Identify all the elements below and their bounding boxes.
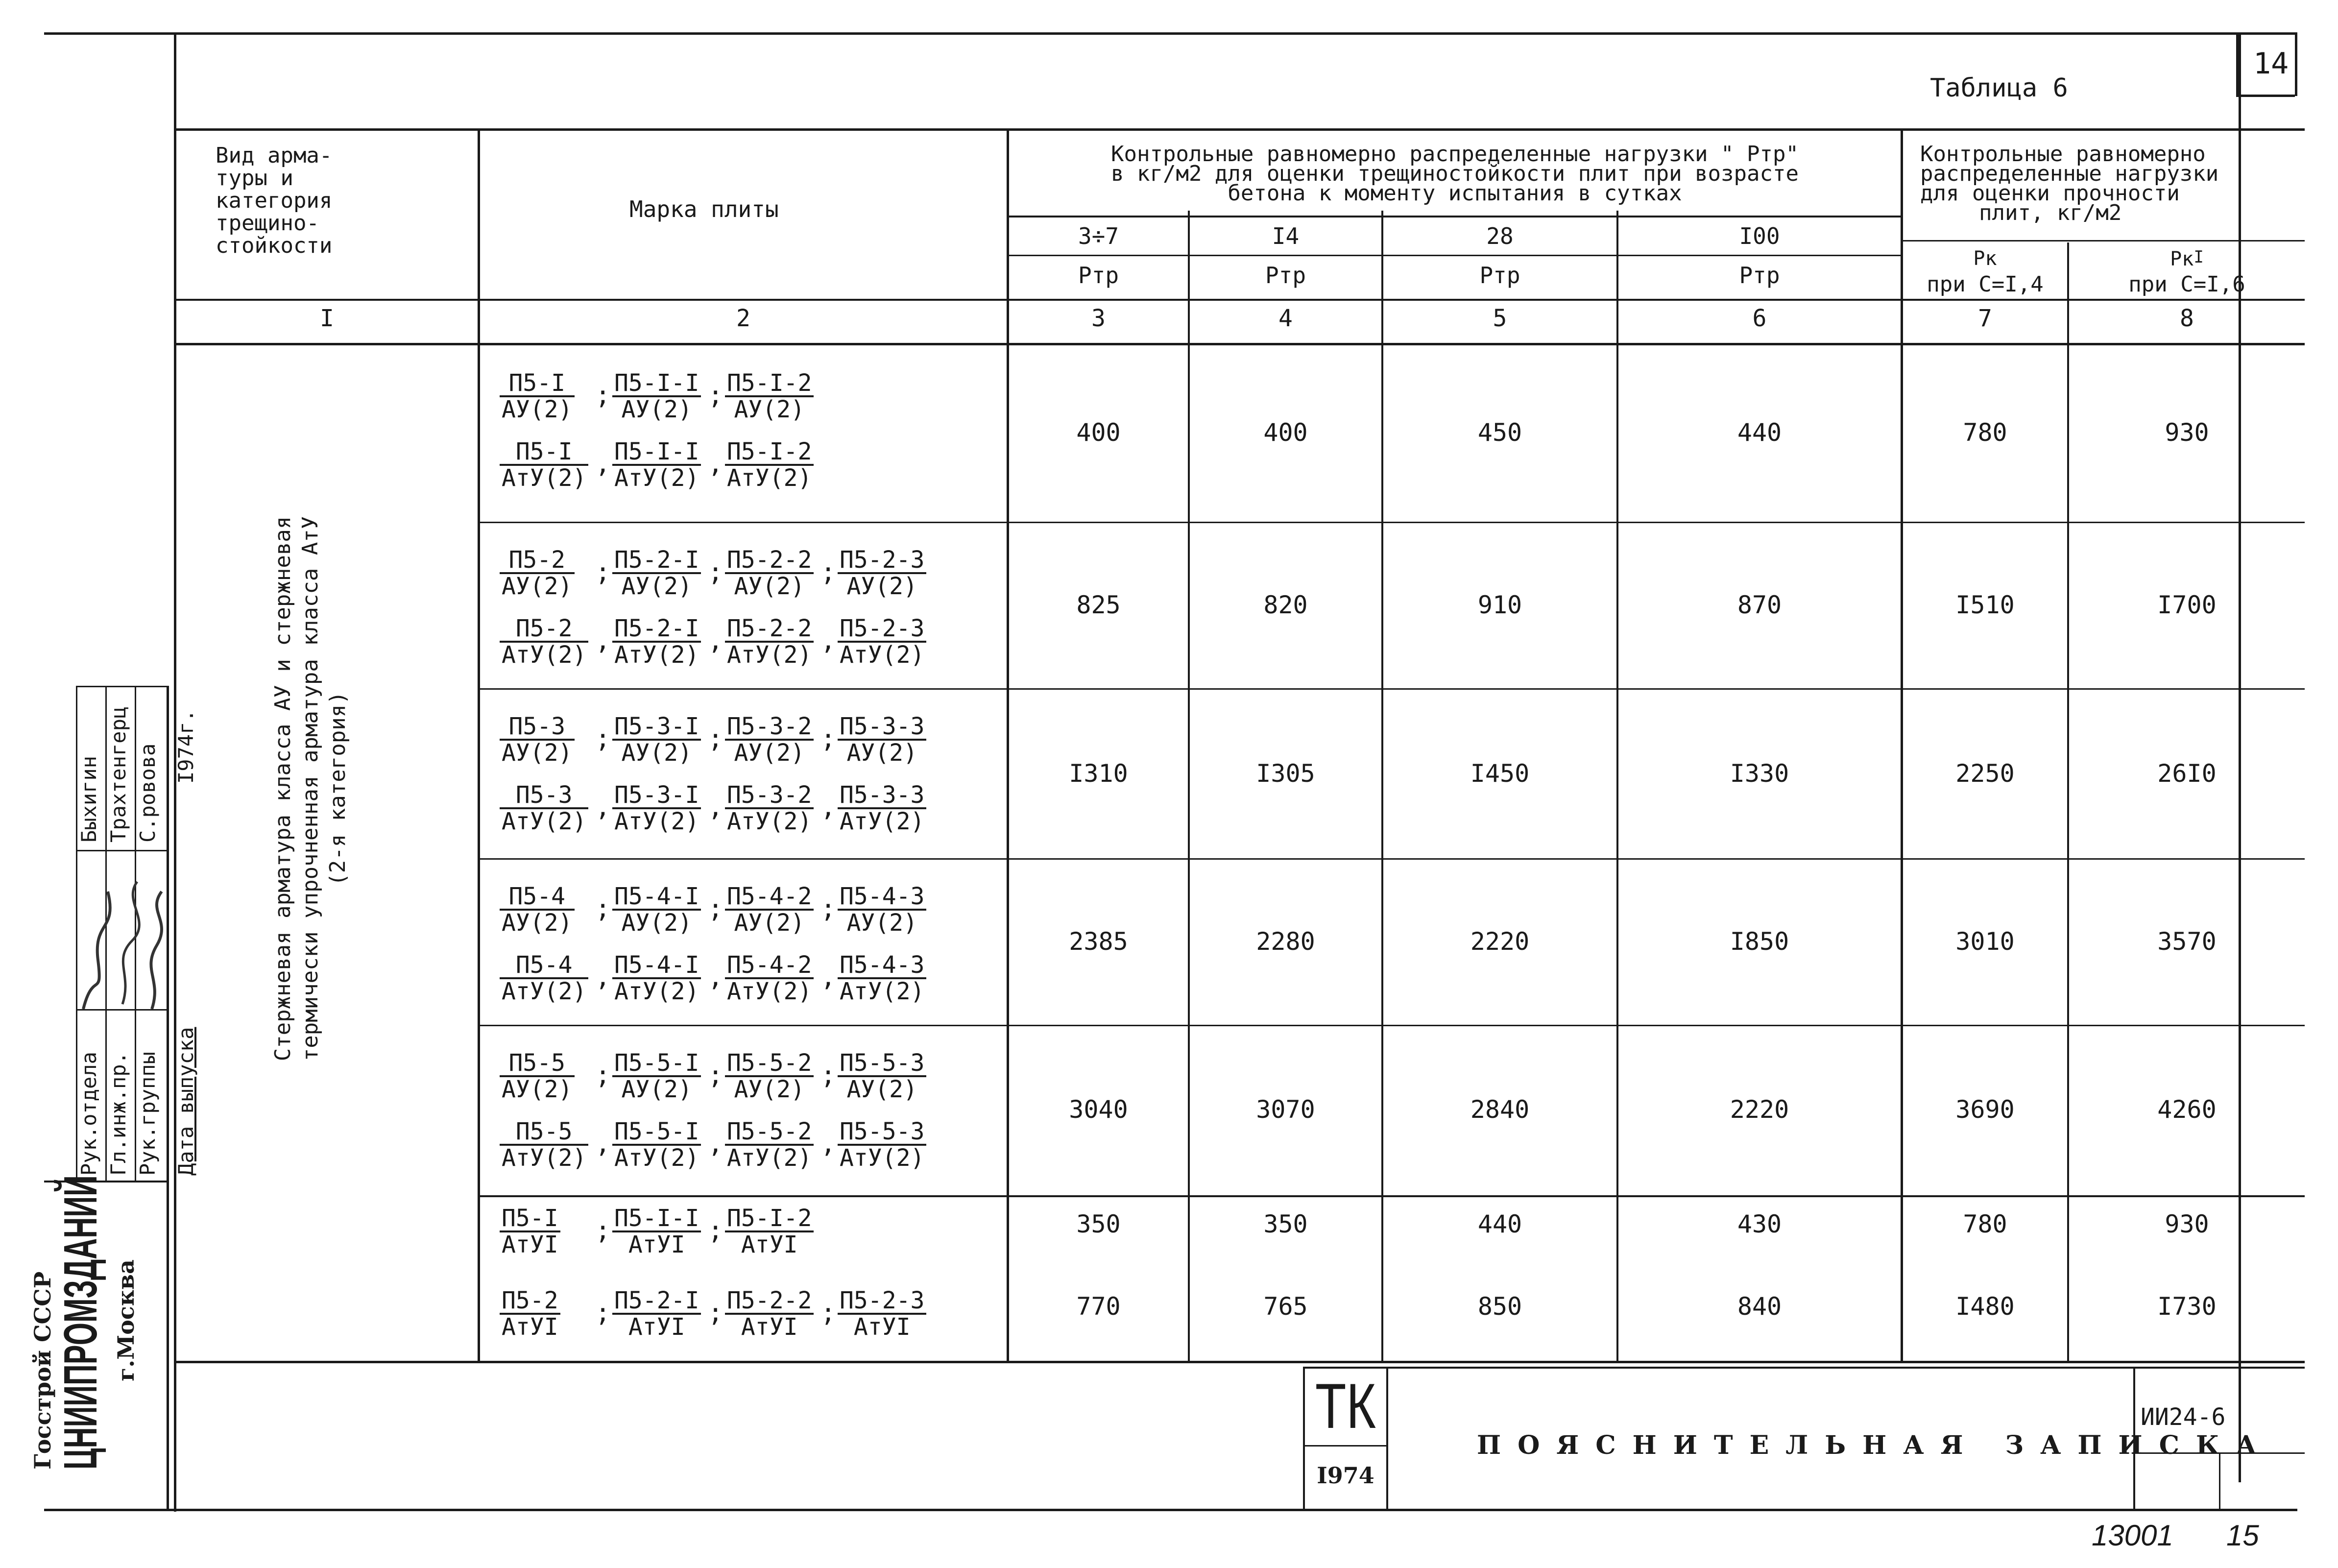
plate-mark	[500, 439, 588, 490]
plate-mark	[838, 783, 926, 834]
plate-mark	[500, 953, 588, 1004]
load-value: 765	[1263, 1292, 1308, 1321]
footer-handwritten: 13001	[2092, 1519, 2173, 1552]
load-value: 3040	[1069, 1095, 1128, 1124]
plate-mark-numerator: П5-3-3	[838, 783, 926, 809]
load-value: I850	[1730, 927, 1789, 956]
col-number: 6	[1752, 305, 1767, 332]
plate-mark-denominator: АтУ(2)	[727, 1144, 812, 1172]
header-ptr-4: Ртр	[1739, 262, 1780, 289]
footer-tk: ТК	[1315, 1370, 1376, 1442]
plate-mark-numerator: П5-2-3	[838, 616, 926, 643]
plate-mark	[725, 1119, 814, 1170]
plate-mark	[500, 783, 588, 834]
header-group-strength-line: Контрольные равномерно	[1920, 142, 2206, 167]
plate-mark-numerator: П5-4-2	[725, 953, 814, 979]
mark-separator: ;	[595, 1061, 611, 1090]
header-ptr-1: Ртр	[1078, 262, 1119, 289]
plate-mark	[725, 548, 814, 599]
plate-mark-denominator: АУ(2)	[502, 573, 573, 600]
plate-mark-denominator: АтУI	[628, 1231, 685, 1258]
plate-mark	[725, 714, 814, 765]
header-ptr-2: Ртр	[1265, 262, 1306, 289]
plate-mark-numerator: П5-I	[500, 1206, 560, 1232]
col-number: 2	[736, 305, 750, 332]
mark-separator: ,	[708, 793, 723, 822]
plate-mark-numerator: П5-4-I	[612, 884, 701, 911]
plate-mark-denominator: АтУI	[853, 1313, 911, 1341]
plate-mark-numerator: П5-I-I	[612, 439, 701, 466]
header-pk1	[2069, 247, 2305, 270]
plate-mark-numerator: П5-4	[500, 884, 575, 911]
load-value: 2280	[1256, 927, 1315, 956]
mark-separator: ;	[708, 894, 723, 923]
plate-mark-numerator: П5-I-2	[725, 371, 814, 397]
plate-mark	[725, 884, 814, 935]
mark-separator: ,	[595, 449, 611, 479]
category-line: Стержневая арматура класса АУ и стержневая	[270, 516, 295, 1061]
mark-separator: ;	[820, 1061, 836, 1090]
plate-mark-denominator: АтУ(2)	[840, 641, 925, 669]
mark-separator: ;	[595, 724, 611, 753]
plate-mark-numerator: П5-3-2	[725, 783, 814, 809]
plate-mark-numerator: П5-2-3	[838, 548, 926, 574]
mark-separator: ,	[708, 963, 723, 992]
load-value: 780	[1963, 1210, 2007, 1238]
plate-mark-denominator: АУ(2)	[734, 396, 805, 423]
plate-mark	[725, 1206, 814, 1257]
load-value: 350	[1076, 1210, 1121, 1238]
plate-mark-numerator: П5-3-I	[612, 714, 701, 741]
mark-separator: ,	[595, 963, 611, 992]
load-value: 2840	[1470, 1095, 1530, 1124]
col-number: 8	[2180, 305, 2194, 332]
plate-mark	[838, 1119, 926, 1170]
header-group-ptr-line: Контрольные равномерно распределенные нагрузки " Ртр"	[1111, 142, 1799, 167]
stamp-city: г.Москва	[113, 1259, 139, 1381]
col-number: 4	[1278, 305, 1293, 332]
load-value: 910	[1477, 591, 1522, 619]
header-group-ptr	[1009, 142, 1901, 206]
load-value: 3690	[1955, 1095, 2015, 1124]
stamp-role: Рук.отдела	[77, 1052, 101, 1176]
header-pk: Рк	[1973, 247, 1997, 270]
plate-mark-denominator: АУ(2)	[502, 909, 573, 937]
plate-mark-denominator: АтУ(2)	[614, 464, 699, 492]
mark-separator: ,	[820, 793, 836, 822]
mark-separator: ;	[708, 1298, 723, 1327]
load-value: 2220	[1470, 927, 1530, 956]
stamp-name: Трахтенгерц	[106, 706, 130, 843]
mark-separator: ;	[820, 894, 836, 923]
load-value: 26I0	[2157, 759, 2217, 788]
page-number: 14	[2253, 47, 2289, 81]
stamp-org2: ЦНИИПРОМЗДАНИЙ	[54, 1175, 107, 1470]
plate-mark	[725, 953, 814, 1004]
load-value: 930	[2165, 418, 2209, 447]
plate-mark-denominator: АтУI	[628, 1313, 685, 1341]
load-value: I450	[1470, 759, 1530, 788]
plate-mark-numerator: П5-5-3	[838, 1051, 926, 1077]
header-group-strength-line: плит, кг/м2	[1979, 200, 2122, 225]
mark-separator: ;	[820, 557, 836, 587]
mark-separator: ;	[708, 557, 723, 587]
header-group-ptr-line: в кг/м2 для оценки трещиностойкости плит при возрасте	[1111, 161, 1799, 186]
mark-separator: ;	[595, 894, 611, 923]
stamp-year: I974г.	[174, 709, 198, 784]
plate-mark-denominator: АтУ(2)	[840, 978, 925, 1005]
mark-separator: ,	[595, 626, 611, 655]
header-col2: Марка плиты	[629, 196, 779, 222]
load-value: 825	[1076, 591, 1121, 619]
stamp-name: Быхигин	[77, 755, 101, 843]
plate-mark-denominator: АУ(2)	[846, 909, 917, 937]
mark-separator: ;	[708, 1216, 723, 1245]
plate-mark-denominator: АтУ(2)	[727, 641, 812, 669]
header-pk1-sup: I	[2193, 247, 2204, 267]
header-age-2: I4	[1272, 223, 1300, 249]
header-age-1: 3÷7	[1078, 223, 1119, 249]
plate-mark-numerator: П5-2-3	[838, 1288, 926, 1315]
mark-separator: ,	[708, 626, 723, 655]
plate-mark	[725, 1051, 814, 1102]
plate-mark-denominator: АтУ(2)	[727, 978, 812, 1005]
header-group-strength-line: распределенные нагрузки	[1920, 161, 2219, 186]
plate-mark-denominator: АУ(2)	[502, 396, 573, 423]
plate-mark-numerator: П5-3-2	[725, 714, 814, 741]
plate-mark-numerator: П5-5-2	[725, 1051, 814, 1077]
mark-separator: ,	[595, 1129, 611, 1158]
header-col1-line: категория	[216, 188, 333, 213]
plate-mark	[612, 783, 701, 834]
plate-mark-denominator: АУ(2)	[621, 739, 692, 767]
plate-mark-numerator: П5-2-I	[612, 616, 701, 643]
plate-mark-numerator: П5-I-I	[612, 371, 701, 397]
load-value: 450	[1477, 418, 1522, 447]
header-pk-cond: при С=I,4	[1927, 272, 2044, 297]
category-rotated	[269, 421, 382, 1156]
plate-mark	[838, 616, 926, 667]
plate-mark	[725, 439, 814, 490]
plate-mark-numerator: П5-4-2	[725, 884, 814, 911]
header-group-strength-line: для оценки прочности	[1920, 181, 2180, 206]
plate-mark	[500, 371, 575, 422]
col-number: I	[320, 305, 334, 332]
header-col1-line: стойкости	[216, 233, 333, 258]
load-value: 400	[1263, 418, 1308, 447]
category-line: (2-я категория)	[325, 691, 350, 886]
load-value: 3010	[1955, 927, 2015, 956]
plate-mark	[500, 1119, 588, 1170]
load-value: 770	[1076, 1292, 1121, 1321]
plate-mark-numerator: П5-3-I	[612, 783, 701, 809]
plate-mark	[612, 1288, 701, 1339]
load-value: 4260	[2157, 1095, 2217, 1124]
plate-mark-denominator: АУ(2)	[734, 909, 805, 937]
plate-mark-denominator: АтУ(2)	[502, 978, 587, 1005]
header-group-strength	[1920, 142, 2219, 225]
plate-mark	[838, 953, 926, 1004]
plate-mark-numerator: П5-4-3	[838, 884, 926, 911]
plate-mark	[612, 1206, 701, 1257]
plate-mark-denominator: АтУ(2)	[502, 464, 587, 492]
mark-separator: ;	[595, 557, 611, 587]
plate-mark	[612, 548, 701, 599]
plate-mark	[612, 439, 701, 490]
plate-mark-numerator: П5-3	[500, 714, 575, 741]
mark-separator: ,	[595, 793, 611, 822]
plate-mark	[725, 371, 814, 422]
mark-separator: ,	[820, 1129, 836, 1158]
plate-mark	[612, 616, 701, 667]
plate-mark-numerator: П5-I	[500, 371, 575, 397]
mark-separator: ;	[820, 1298, 836, 1327]
mark-separator: ,	[708, 449, 723, 479]
plate-mark	[725, 1288, 814, 1339]
plate-mark-denominator: АтУ(2)	[840, 1144, 925, 1172]
plate-mark	[838, 548, 926, 599]
load-value: 430	[1737, 1210, 1782, 1238]
plate-mark	[500, 616, 588, 667]
plate-mark	[612, 714, 701, 765]
header-age-3: 28	[1486, 223, 1514, 249]
plate-mark	[612, 884, 701, 935]
load-value: I330	[1730, 759, 1789, 788]
load-value: 850	[1477, 1292, 1522, 1321]
plate-mark-denominator: АУ(2)	[846, 573, 917, 600]
footer-tk-year: I974	[1317, 1462, 1374, 1489]
plate-mark-denominator: АтУ(2)	[840, 808, 925, 835]
header-pk1-label: Рк	[2170, 248, 2194, 271]
plate-mark-numerator: П5-2-2	[725, 616, 814, 643]
plate-mark-numerator: П5-4-I	[612, 953, 701, 979]
plate-mark	[725, 616, 814, 667]
load-value: 870	[1737, 591, 1782, 619]
signatures	[73, 872, 171, 1019]
load-value: 840	[1737, 1292, 1782, 1321]
plate-mark-numerator: П5-5-3	[838, 1119, 926, 1146]
plate-mark-denominator: АУ(2)	[734, 573, 805, 600]
load-value: 350	[1263, 1210, 1308, 1238]
plate-mark-denominator: АтУI	[502, 1313, 558, 1341]
plate-mark-denominator: АУ(2)	[502, 739, 573, 767]
load-value: I480	[1955, 1292, 2015, 1321]
load-value: I310	[1069, 759, 1128, 788]
header-age-4: I00	[1739, 223, 1780, 249]
plate-mark-numerator: П5-4	[500, 953, 588, 979]
mark-separator: ,	[820, 626, 836, 655]
plate-mark-numerator: П5-2	[500, 548, 575, 574]
mark-separator: ;	[595, 381, 611, 410]
mark-separator: ;	[708, 1061, 723, 1090]
plate-mark	[500, 1051, 575, 1102]
plate-mark-denominator: АУ(2)	[621, 573, 692, 600]
load-value: I730	[2157, 1292, 2217, 1321]
plate-mark	[725, 783, 814, 834]
plate-mark	[838, 1051, 926, 1102]
load-value: 820	[1263, 591, 1308, 619]
plate-mark-denominator: АтУ(2)	[614, 808, 699, 835]
plate-mark-numerator: П5-5	[500, 1119, 588, 1146]
load-value: 2385	[1069, 927, 1128, 956]
load-value: 2250	[1955, 759, 2015, 788]
plate-mark-denominator: АУ(2)	[502, 1076, 573, 1103]
stamp-org1: Госстрой СССР	[29, 1271, 56, 1470]
mark-separator: ;	[708, 381, 723, 410]
header-ptr-3: Ртр	[1479, 262, 1520, 289]
plate-mark-denominator: АтУ(2)	[727, 464, 812, 492]
plate-mark-denominator: АУ(2)	[621, 1076, 692, 1103]
load-value: 400	[1076, 418, 1121, 447]
plate-mark-denominator: АУ(2)	[734, 739, 805, 767]
plate-mark-numerator: П5-2	[500, 616, 588, 643]
plate-mark-numerator: П5-I-2	[725, 439, 814, 466]
load-value: I510	[1955, 591, 2015, 619]
plate-mark	[838, 714, 926, 765]
plate-mark-numerator: П5-5	[500, 1051, 575, 1077]
footer-title: ПОЯСНИТЕЛЬНАЯ ЗАПИСКА	[1477, 1430, 2273, 1460]
plate-mark	[838, 1288, 926, 1339]
plate-mark	[612, 371, 701, 422]
plate-mark-denominator: АтУ(2)	[614, 978, 699, 1005]
plate-mark	[500, 884, 575, 935]
header-col1	[216, 145, 332, 257]
load-value: 440	[1737, 418, 1782, 447]
mark-separator: ;	[595, 1298, 611, 1327]
category-line: термически упрочненная арматура класса АтУ	[298, 516, 323, 1061]
plate-mark-denominator: АтУI	[741, 1313, 798, 1341]
plate-mark-denominator: АтУ(2)	[727, 808, 812, 835]
plate-mark-numerator: П5-2-I	[612, 548, 701, 574]
plate-mark-numerator: П5-I-I	[612, 1206, 701, 1232]
mark-separator: ,	[820, 963, 836, 992]
plate-mark-denominator: АтУ(2)	[502, 1144, 587, 1172]
plate-mark-numerator: П5-2-2	[725, 1288, 814, 1315]
header-col1-line: туры и	[216, 166, 293, 191]
stamp-role: Дата выпуска	[174, 1027, 198, 1176]
load-value: 930	[2165, 1210, 2209, 1238]
plate-mark-numerator: П5-5-I	[612, 1119, 701, 1146]
plate-mark-denominator: АтУI	[741, 1231, 798, 1258]
plate-mark	[838, 884, 926, 935]
header-group-ptr-line: бетона к моменту испытания в сутках	[1228, 181, 1682, 206]
plate-mark-denominator: АУ(2)	[846, 1076, 917, 1103]
table-title: Таблица 6	[1930, 73, 2068, 103]
stamp-role: Рук.группы	[136, 1052, 160, 1176]
mark-separator: ;	[820, 724, 836, 753]
plate-mark	[500, 548, 575, 599]
mark-separator: ,	[708, 1129, 723, 1158]
load-value: 3070	[1256, 1095, 1315, 1124]
plate-mark	[500, 714, 575, 765]
load-value: I305	[1256, 759, 1315, 788]
plate-mark	[612, 1051, 701, 1102]
mark-separator: ;	[595, 1216, 611, 1245]
col-number: 7	[1978, 305, 1992, 332]
plate-mark-numerator: П5-3-3	[838, 714, 926, 741]
plate-mark	[612, 1119, 701, 1170]
plate-mark-denominator: АтУ(2)	[502, 808, 587, 835]
plate-mark-numerator: П5-4-3	[838, 953, 926, 979]
load-value: 3570	[2157, 927, 2217, 956]
mark-separator: ;	[708, 724, 723, 753]
plate-mark-numerator: П5-I-2	[725, 1206, 814, 1232]
plate-mark-numerator: П5-I	[500, 439, 588, 466]
stamp-role: Гл.инж.пр.	[106, 1052, 130, 1176]
load-value: 2220	[1730, 1095, 1789, 1124]
col-number: 5	[1493, 305, 1507, 332]
col-number: 3	[1091, 305, 1106, 332]
stamp-name: С.ровова	[136, 743, 160, 843]
plate-mark	[500, 1206, 560, 1257]
load-value: 780	[1963, 418, 2007, 447]
plate-mark-denominator: АУ(2)	[846, 739, 917, 767]
plate-mark-denominator: АУ(2)	[734, 1076, 805, 1103]
plate-mark-numerator: П5-3	[500, 783, 588, 809]
plate-mark-denominator: АтУ(2)	[502, 641, 587, 669]
load-value: I700	[2157, 591, 2217, 619]
plate-mark-numerator: П5-2-2	[725, 548, 814, 574]
footer-code: ИИ24-6	[2141, 1403, 2226, 1431]
plate-mark-denominator: АтУ(2)	[614, 641, 699, 669]
plate-mark-numerator: П5-2-I	[612, 1288, 701, 1315]
plate-mark-denominator: АтУI	[502, 1231, 558, 1258]
plate-mark	[500, 1288, 560, 1339]
plate-mark-numerator: П5-5-2	[725, 1119, 814, 1146]
load-value: 440	[1477, 1210, 1522, 1238]
plate-mark-numerator: П5-2	[500, 1288, 560, 1315]
plate-mark	[612, 953, 701, 1004]
header-col1-line: Вид арма-	[216, 143, 333, 168]
footer-sheet: 15	[2226, 1519, 2259, 1552]
plate-mark-denominator: АУ(2)	[621, 396, 692, 423]
plate-mark-denominator: АУ(2)	[621, 909, 692, 937]
header-pk1-cond: при С=I,6	[2128, 272, 2245, 297]
plate-mark-numerator: П5-5-I	[612, 1051, 701, 1077]
header-col1-line: трещино-	[216, 211, 319, 236]
plate-mark-denominator: АтУ(2)	[614, 1144, 699, 1172]
